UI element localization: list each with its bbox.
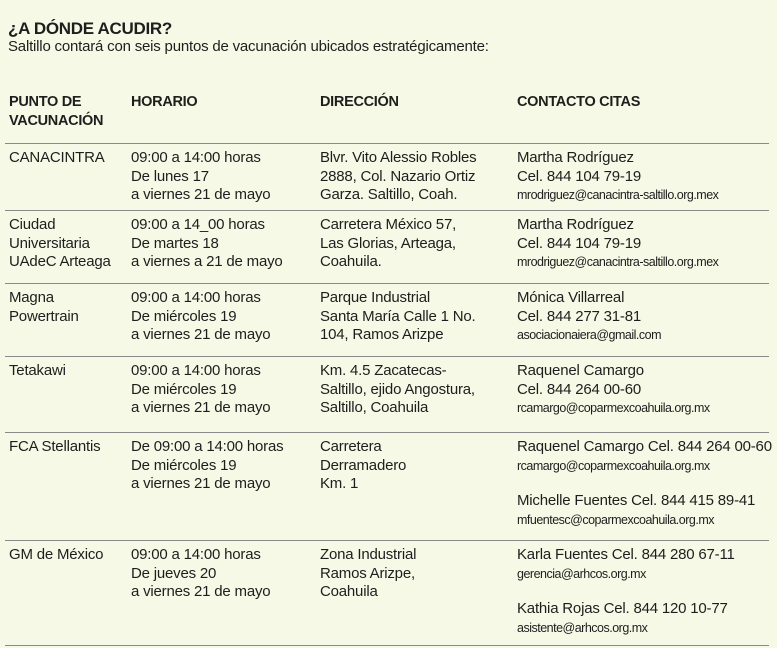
direccion-cell-line: Parque Industrial bbox=[320, 289, 431, 306]
contact-line: Cel. 844 264 00-60 bbox=[517, 380, 641, 398]
punto-cell-line: CANACINTRA bbox=[9, 149, 105, 166]
contact-email[interactable]: rcamargo@coparmexcoahuila.org.mx bbox=[517, 458, 710, 473]
header-punto bbox=[9, 93, 103, 131]
contacto-cell bbox=[517, 546, 735, 637]
contact-line: Raquenel Camargo bbox=[517, 362, 644, 379]
horario-cell bbox=[131, 362, 270, 418]
horario-cell-line: De lunes 17 bbox=[131, 167, 209, 185]
page-subtitle: Saltillo contará con seis puntos de vacunación ubicados estratégicamente: bbox=[8, 38, 489, 55]
horario-cell bbox=[131, 149, 270, 205]
horario-cell-line: De jueves 20 bbox=[131, 564, 217, 582]
direccion-cell-line: Km. 1 bbox=[320, 475, 359, 492]
horario-cell-line: a viernes 21 de mayo bbox=[131, 326, 271, 343]
punto-cell-line: Ciudad bbox=[9, 216, 56, 233]
table-row bbox=[5, 143, 769, 210]
table-row bbox=[5, 210, 769, 283]
direccion-cell-line: Saltillo, ejido Angostura, bbox=[320, 380, 475, 398]
horario-cell-line: 09:00 a 14:00 horas bbox=[131, 362, 261, 379]
punto-cell bbox=[9, 362, 66, 381]
header-contacto: CONTACTO CITAS bbox=[517, 94, 641, 110]
horario-cell-line: De miércoles 19 bbox=[131, 456, 237, 474]
direccion-cell bbox=[320, 362, 475, 418]
direccion-cell-line: 104, Ramos Arizpe bbox=[320, 326, 444, 343]
direccion-cell-line: Carretera bbox=[320, 438, 382, 455]
horario-cell-line: a viernes 21 de mayo bbox=[131, 399, 271, 416]
direccion-cell-line: Garza. Saltillo, Coah. bbox=[320, 186, 458, 203]
table-row bbox=[5, 540, 769, 646]
contacto-cell bbox=[517, 289, 661, 345]
contact-line: Cel. 844 277 31-81 bbox=[517, 307, 641, 325]
direccion-cell-line: Blvr. Vito Alessio Robles bbox=[320, 149, 477, 166]
punto-cell-line: GM de México bbox=[9, 546, 104, 563]
contacto-cell bbox=[517, 216, 718, 272]
punto-cell bbox=[9, 438, 100, 457]
direccion-cell bbox=[320, 149, 476, 205]
horario-cell-line: De martes 18 bbox=[131, 234, 219, 252]
direccion-cell-line: Derramadero bbox=[320, 456, 407, 474]
direccion-cell-line: Coahuila. bbox=[320, 253, 382, 270]
direccion-cell-line: Zona Industrial bbox=[320, 546, 417, 563]
direccion-cell-line: Km. 4.5 Zacatecas- bbox=[320, 362, 447, 379]
punto-cell bbox=[9, 216, 111, 272]
direccion-cell-line: Las Glorias, Arteaga, bbox=[320, 234, 456, 252]
contact-line: Karla Fuentes Cel. 844 280 67-11 bbox=[517, 546, 735, 563]
contact-line: Martha Rodríguez bbox=[517, 216, 634, 233]
contact-line: Michelle Fuentes Cel. 844 415 89-41 bbox=[517, 492, 756, 509]
contacto-cell bbox=[517, 362, 710, 418]
contacto-cell bbox=[517, 149, 718, 205]
punto-cell-line: FCA Stellantis bbox=[9, 438, 101, 455]
horario-cell-line: a viernes a 21 de mayo bbox=[131, 253, 283, 270]
punto-cell bbox=[9, 546, 103, 565]
contact-email[interactable]: asociacionaiera@gmail.com bbox=[517, 328, 662, 342]
punto-cell-line: Powertrain bbox=[9, 307, 79, 325]
direccion-cell-line: Ramos Arizpe, bbox=[320, 564, 415, 582]
contact-email[interactable]: asistente@arhcos.org.mx bbox=[517, 620, 648, 635]
header-punto-line2: VACUNACIÓN bbox=[9, 113, 104, 129]
page-title: ¿A DÓNDE ACUDIR? bbox=[8, 19, 172, 38]
contact-gap bbox=[517, 583, 735, 600]
horario-cell-line: De 09:00 a 14:00 horas bbox=[131, 438, 284, 455]
horario-cell bbox=[131, 438, 283, 494]
table-row bbox=[5, 432, 772, 540]
horario-cell-line: 09:00 a 14_00 horas bbox=[131, 216, 265, 233]
table-row bbox=[5, 356, 769, 432]
horario-cell-line: De miércoles 19 bbox=[131, 380, 237, 398]
direccion-cell bbox=[320, 289, 475, 345]
contact-email[interactable]: mrodriguez@canacintra-saltillo.org.mex bbox=[517, 188, 719, 202]
header-punto-line1: PUNTO DE bbox=[9, 94, 82, 110]
direccion-cell-line: Carretera México 57, bbox=[320, 216, 457, 233]
contact-line: Martha Rodríguez bbox=[517, 149, 634, 166]
horario-cell bbox=[131, 216, 283, 272]
direccion-cell-line: 2888, Col. Nazario Ortiz bbox=[320, 167, 476, 185]
horario-cell-line: 09:00 a 14:00 horas bbox=[131, 289, 261, 306]
direccion-cell-line: Santa María Calle 1 No. bbox=[320, 307, 476, 325]
contacto-cell bbox=[517, 438, 772, 529]
punto-cell bbox=[9, 149, 105, 168]
table-row bbox=[5, 283, 769, 356]
contact-line: Raquenel Camargo Cel. 844 264 00-60 bbox=[517, 438, 772, 455]
horario-cell-line: a viernes 21 de mayo bbox=[131, 186, 271, 203]
punto-cell-line: Universitaria bbox=[9, 234, 90, 252]
header-direccion: DIRECCIÓN bbox=[320, 94, 399, 110]
punto-cell bbox=[9, 289, 79, 326]
punto-cell-line: UAdeC Arteaga bbox=[9, 253, 111, 270]
horario-cell-line: De miércoles 19 bbox=[131, 307, 237, 325]
horario-cell bbox=[131, 289, 270, 345]
horario-cell bbox=[131, 546, 270, 602]
contact-email[interactable]: mfuentesc@coparmexcoahuila.org.mx bbox=[517, 512, 714, 527]
direccion-cell bbox=[320, 546, 416, 602]
contact-line: Cel. 844 104 79-19 bbox=[517, 234, 641, 252]
punto-cell-line: Tetakawi bbox=[9, 362, 66, 379]
horario-cell-line: a viernes 21 de mayo bbox=[131, 583, 271, 600]
direccion-cell bbox=[320, 438, 406, 494]
contact-email[interactable]: mrodriguez@canacintra-saltillo.org.mex bbox=[517, 255, 719, 269]
direccion-cell bbox=[320, 216, 456, 272]
horario-cell-line: 09:00 a 14:00 horas bbox=[131, 149, 261, 166]
contact-email[interactable]: gerencia@arhcos.org.mx bbox=[517, 566, 646, 581]
contact-line: Kathia Rojas Cel. 844 120 10-77 bbox=[517, 600, 728, 617]
direccion-cell-line: Saltillo, Coahuila bbox=[320, 399, 429, 416]
horario-cell-line: 09:00 a 14:00 horas bbox=[131, 546, 261, 563]
contact-line: Cel. 844 104 79-19 bbox=[517, 167, 641, 185]
contact-gap bbox=[517, 475, 772, 492]
horario-cell-line: a viernes 21 de mayo bbox=[131, 475, 271, 492]
contact-line: Mónica Villarreal bbox=[517, 289, 625, 306]
direccion-cell-line: Coahuila bbox=[320, 583, 378, 600]
contact-email[interactable]: rcamargo@coparmexcoahuila.org.mx bbox=[517, 401, 710, 415]
header-horario: HORARIO bbox=[131, 94, 198, 110]
punto-cell-line: Magna bbox=[9, 289, 54, 306]
